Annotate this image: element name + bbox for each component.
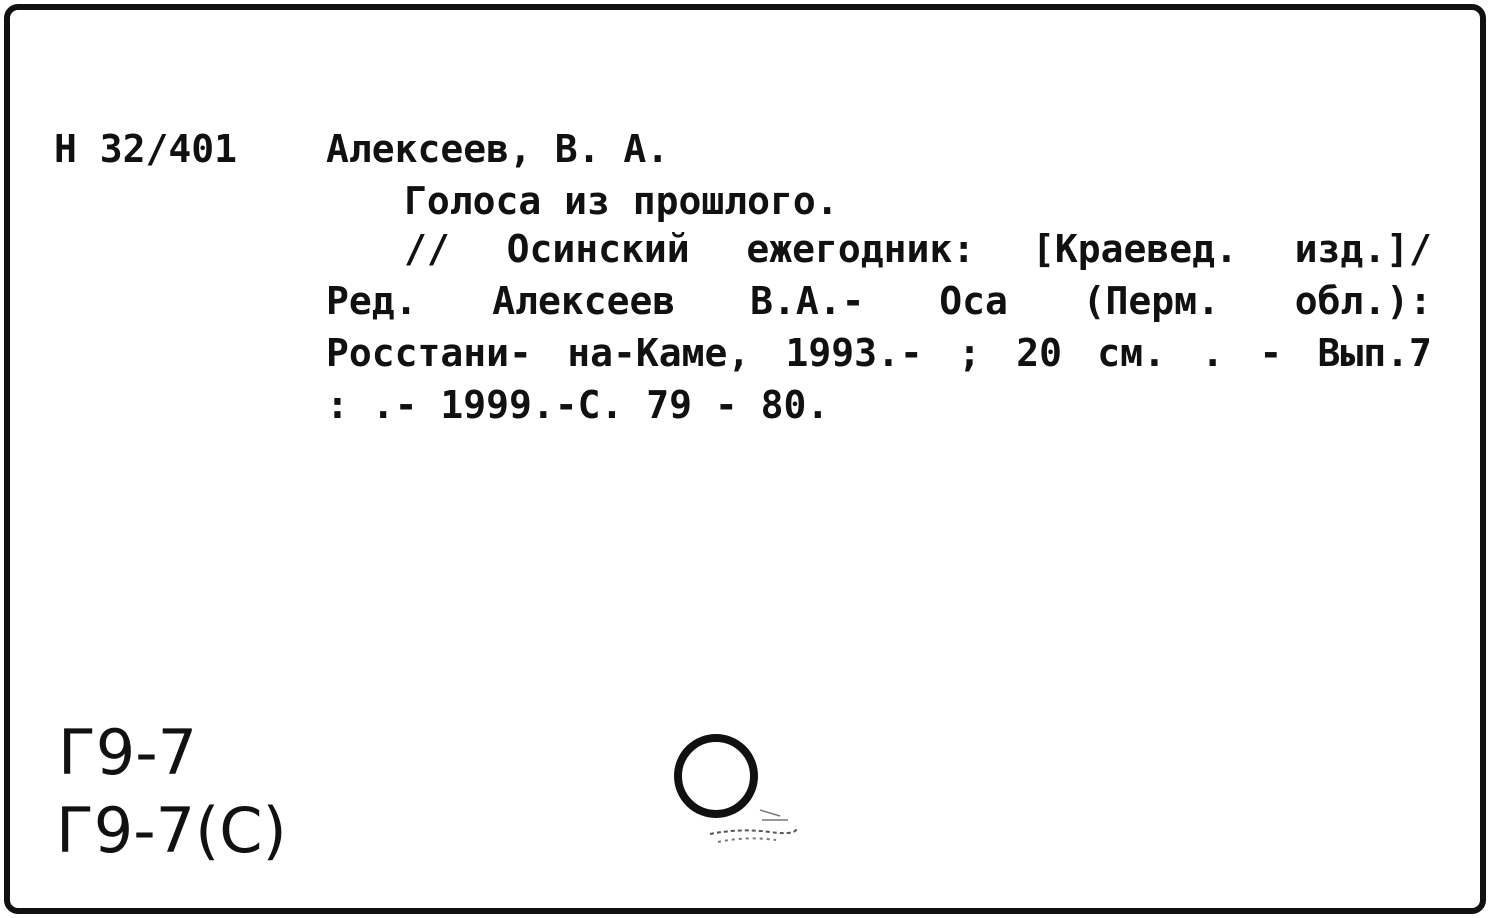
work-title: Голоса из прошлого. — [404, 179, 839, 223]
source-word: изд.]/ — [1294, 227, 1432, 271]
publisher-line — [326, 331, 1432, 375]
pages-line: : .- 1999.-С. 79 - 80. — [326, 383, 830, 427]
publisher-word: Росстани- — [326, 331, 532, 375]
editor-line — [326, 279, 1432, 323]
publisher-word: - — [1259, 331, 1283, 375]
editor-word: Оса — [939, 279, 1008, 323]
handwritten-classification: Г9-7 — [58, 716, 198, 789]
publisher-word: 20 — [1016, 331, 1062, 375]
publisher-word: 1993.- — [785, 331, 923, 375]
shelfmark: Н 32/401 — [54, 127, 238, 171]
publisher-word: ; — [958, 331, 981, 375]
source-word: [Краевед. — [1031, 227, 1238, 271]
editor-word: обл.): — [1294, 279, 1432, 323]
author-heading: Алексеев, В. А. — [326, 127, 670, 171]
publisher-word: см. — [1097, 331, 1166, 375]
source-line — [404, 227, 1432, 271]
publisher-word: . — [1201, 331, 1225, 375]
ink-smudge — [700, 790, 800, 850]
handwritten-classification-secondary: Г9-7(С) — [56, 794, 287, 867]
publisher-word: Вып.7 — [1317, 331, 1432, 375]
editor-word: Ред. — [326, 279, 418, 323]
source-word: // — [404, 227, 450, 271]
publisher-word: на-Каме, — [567, 331, 751, 375]
editor-word: Алексеев — [492, 279, 676, 323]
editor-word: (Перм. — [1082, 279, 1220, 323]
source-word: Осинский — [506, 227, 690, 271]
source-word: ежегодник: — [746, 227, 976, 271]
editor-word: В.А.- — [750, 279, 865, 323]
